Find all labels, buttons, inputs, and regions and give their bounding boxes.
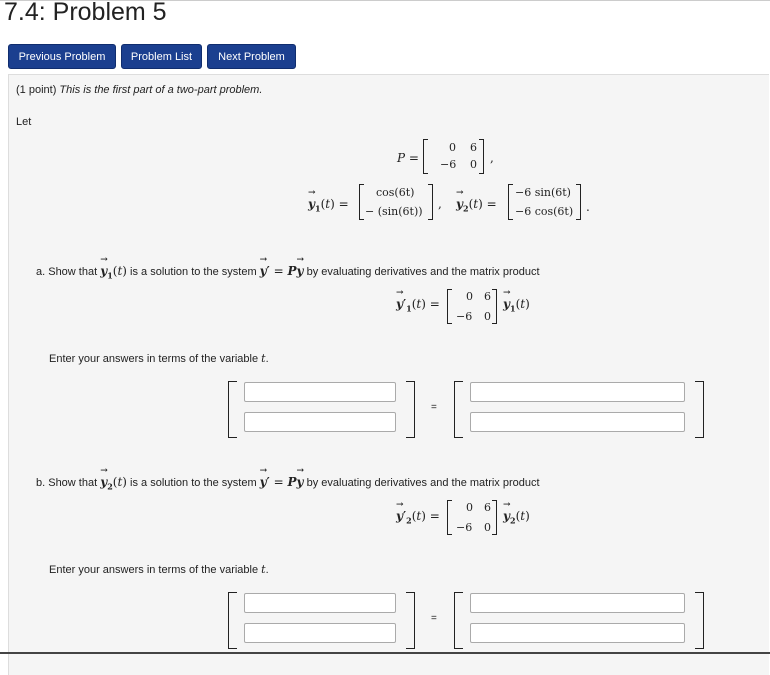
part-a-lhs: → $y'_1(t)$ = <box>396 297 440 313</box>
points-label: (1 point) <box>16 84 57 96</box>
b-answer-input-3[interactable] <box>470 593 685 613</box>
period: . <box>586 200 590 214</box>
b-matrix-cell: −6 <box>456 521 473 534</box>
a-matrix-cell: 6 <box>484 290 491 303</box>
part-b-rhs-vector: → $y_2(t)$ <box>503 509 530 525</box>
p-matrix-cell: 6 <box>470 141 477 154</box>
a-right-vector-close-bracket <box>695 381 704 438</box>
let-label: Let <box>16 116 32 128</box>
a-answer-input-2[interactable] <box>244 412 396 432</box>
p-matrix-right-bracket <box>479 139 484 174</box>
y2-label: → $y_2(t)$ = <box>456 197 497 213</box>
b-left-vector-close-bracket <box>406 592 415 649</box>
next-problem-button[interactable]: Next Problem <box>207 44 296 69</box>
intro-text: This is the first part of a two-part problem. <box>59 84 263 96</box>
b-matrix-cell: 0 <box>484 521 491 534</box>
y2-right-bracket <box>576 184 581 220</box>
part-b-enter-hint: Enter your answers in terms of the variable t. <box>49 563 269 576</box>
problem-list-button[interactable]: Problem List <box>121 44 202 69</box>
b-right-vector-close-bracket <box>695 592 704 649</box>
p-matrix-cell: 0 <box>449 141 456 154</box>
y2-left-bracket <box>508 184 513 220</box>
y1-right-bracket <box>428 184 433 220</box>
p-matrix-left-bracket <box>423 139 428 174</box>
problem-panel <box>8 74 769 675</box>
part-b-lhs: → $y'_2(t)$ = <box>396 509 440 525</box>
a-left-vector-close-bracket <box>406 381 415 438</box>
a-answer-input-1[interactable] <box>244 382 396 402</box>
y2-entry: −6 sin(6t) <box>515 186 571 199</box>
b-left-vector-open-bracket <box>228 592 237 649</box>
equals-sign: = <box>431 613 437 624</box>
y1-left-bracket <box>359 184 364 220</box>
b-answer-input-2[interactable] <box>244 623 396 643</box>
equals-sign: = <box>431 402 437 413</box>
comma: , <box>438 197 442 211</box>
previous-problem-button[interactable]: Previous Problem <box>8 44 116 69</box>
a-answer-input-4[interactable] <box>470 412 685 432</box>
b-matrix-cell: 0 <box>466 501 473 514</box>
y1-entry: − (sin(6t)) <box>365 205 423 218</box>
a-matrix-cell: 0 <box>466 290 473 303</box>
b-answer-input-4[interactable] <box>470 623 685 643</box>
b-right-vector-open-bracket <box>454 592 463 649</box>
problem-intro <box>16 84 262 96</box>
y1-label: → $y_1(t)$ = <box>308 197 349 213</box>
y1-entry: cos(6t) <box>376 186 415 199</box>
a-matrix-cell: −6 <box>456 310 473 323</box>
b-answer-input-1[interactable] <box>244 593 396 613</box>
y2-entry: −6 cos(6t) <box>515 205 574 218</box>
p-matrix-cell: −6 <box>440 158 457 171</box>
a-answer-input-3[interactable] <box>470 382 685 402</box>
a-matrix-cell: 0 <box>484 310 491 323</box>
part-a-enter-hint: Enter your answers in terms of the variable t. <box>49 352 269 365</box>
part-b-instruction: b. Show that → $y_2(t)$ is a solution to the system → y′ = P→ y by evaluating derivatives and the matrix product <box>36 475 540 491</box>
p-matrix-cell: 0 <box>470 158 477 171</box>
p-label: P = <box>397 151 419 165</box>
a-right-vector-open-bracket <box>454 381 463 438</box>
b-matrix-left-bracket <box>447 500 452 535</box>
b-matrix-cell: 6 <box>484 501 491 514</box>
part-a-rhs-vector: → $y_1(t)$ <box>503 297 530 313</box>
comma: , <box>490 151 494 165</box>
b-matrix-right-bracket <box>492 500 497 535</box>
a-matrix-right-bracket <box>492 289 497 324</box>
part-a-instruction: a. Show that → $y_1(t)$ is a solution to the system → y′ = P→ y by evaluating derivatives and the matrix product <box>36 264 540 280</box>
page-title: 7.4: Problem 5 <box>4 0 167 26</box>
a-left-vector-open-bracket <box>228 381 237 438</box>
a-matrix-left-bracket <box>447 289 452 324</box>
